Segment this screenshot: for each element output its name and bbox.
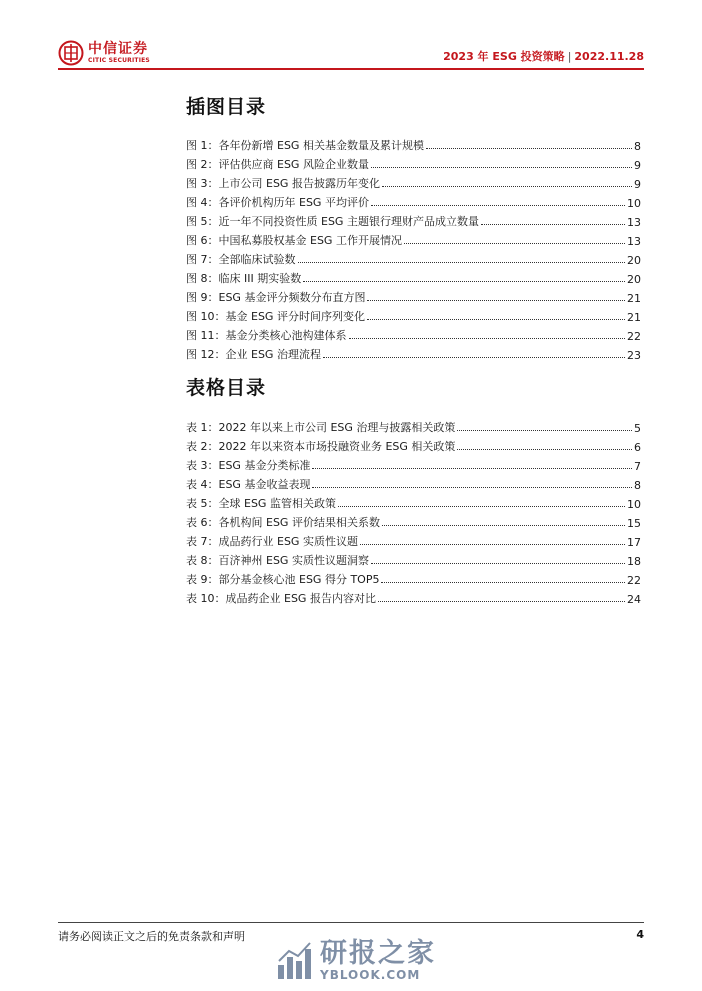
figure-toc-entry[interactable] <box>186 248 641 267</box>
table-toc-entry-label: 表 10：成品药企业 ESG 报告内容对比 <box>186 592 376 605</box>
table-toc-entry-label: 表 9：部分基金核心池 ESG 得分 TOP5 <box>186 573 380 586</box>
figures-toc <box>186 134 641 362</box>
logo-chinese-name: 中信证券 <box>88 41 148 57</box>
figure-toc-entry-page: 9 <box>634 178 641 191</box>
figure-toc-entry-label: 图 10：基金 ESG 评分时间序列变化 <box>186 310 365 323</box>
figure-toc-entry-page: 23 <box>627 349 641 362</box>
dot-leader <box>457 429 632 431</box>
figure-toc-entry[interactable] <box>186 324 641 343</box>
header-separator: | <box>567 50 572 63</box>
dot-leader <box>349 337 626 339</box>
bar-chart-icon <box>276 941 314 981</box>
table-toc-entry-page: 10 <box>627 498 641 511</box>
figure-toc-entry-page: 13 <box>627 216 641 229</box>
report-title: 2023 年 ESG 投资策略 <box>443 50 565 63</box>
dot-leader <box>457 448 632 450</box>
dot-leader <box>303 280 625 282</box>
figure-toc-entry[interactable] <box>186 191 641 210</box>
table-toc-entry-label: 表 2：2022 年以来资本市场投融资业务 ESG 相关政策 <box>186 440 456 453</box>
dot-leader <box>312 467 632 469</box>
tables-section-title: 表格目录 <box>186 377 267 399</box>
table-toc-entry[interactable] <box>186 511 641 530</box>
report-header <box>443 48 644 64</box>
page-number: 4 <box>636 928 644 941</box>
table-toc-entry-label: 表 6：各机构间 ESG 评价结果相关系数 <box>186 516 380 529</box>
dot-leader <box>312 486 632 488</box>
figure-toc-entry-page: 20 <box>627 254 641 267</box>
figure-toc-entry-page: 21 <box>627 292 641 305</box>
logo-english-name: CITIC SECURITIES <box>88 57 150 64</box>
table-toc-entry-label: 表 3：ESG 基金分类标准 <box>186 459 311 472</box>
table-toc-entry-label: 表 5：全球 ESG 监管相关政策 <box>186 497 336 510</box>
dot-leader <box>367 318 625 320</box>
dot-leader <box>381 581 625 583</box>
figure-toc-entry[interactable] <box>186 210 641 229</box>
footer-disclaimer: 请务必阅读正文之后的免责条款和声明 <box>58 930 245 943</box>
table-toc-entry-page: 22 <box>627 574 641 587</box>
figure-toc-entry-label: 图 5：近一年不同投资性质 ESG 主题银行理财产品成立数量 <box>186 215 479 228</box>
figure-toc-entry[interactable] <box>186 267 641 286</box>
watermark <box>276 940 436 981</box>
table-toc-entry[interactable] <box>186 568 641 587</box>
dot-leader <box>404 242 625 244</box>
figure-toc-entry-label: 图 4：各评价机构历年 ESG 平均评价 <box>186 196 369 209</box>
table-toc-entry[interactable] <box>186 416 641 435</box>
figure-toc-entry-label: 图 11：基金分类核心池构建体系 <box>186 329 347 342</box>
table-toc-entry-page: 5 <box>634 422 641 435</box>
figure-toc-entry-page: 21 <box>627 311 641 324</box>
table-toc-entry-label: 表 4：ESG 基金收益表现 <box>186 478 311 491</box>
header-divider <box>58 68 644 70</box>
figure-toc-entry[interactable] <box>186 229 641 248</box>
dot-leader <box>481 223 625 225</box>
figure-toc-entry-page: 22 <box>627 330 641 343</box>
table-toc-entry[interactable] <box>186 473 641 492</box>
dot-leader <box>367 299 625 301</box>
table-toc-entry-label: 表 7：成品药行业 ESG 实质性议题 <box>186 535 358 548</box>
figure-toc-entry-label: 图 6：中国私募股权基金 ESG 工作开展情况 <box>186 234 402 247</box>
dot-leader <box>378 600 625 602</box>
figure-toc-entry-page: 20 <box>627 273 641 286</box>
table-toc-entry[interactable] <box>186 530 641 549</box>
table-toc-entry-label: 表 1：2022 年以来上市公司 ESG 治理与披露相关政策 <box>186 421 456 434</box>
table-toc-entry-page: 7 <box>634 460 641 473</box>
figure-toc-entry-label: 图 7：全部临床试验数 <box>186 253 296 266</box>
figure-toc-entry-label: 图 2：评估供应商 ESG 风险企业数量 <box>186 158 369 171</box>
figure-toc-entry-label: 图 8：临床 III 期实验数 <box>186 272 302 285</box>
table-toc-entry-label: 表 8：百济神州 ESG 实质性议题洞察 <box>186 554 369 567</box>
table-toc-entry[interactable] <box>186 454 641 473</box>
citic-logo-icon <box>58 40 84 66</box>
table-toc-entry[interactable] <box>186 435 641 454</box>
figure-toc-entry[interactable] <box>186 172 641 191</box>
figure-toc-entry[interactable] <box>186 343 641 362</box>
tables-toc <box>186 416 641 606</box>
dot-leader <box>426 147 632 149</box>
dot-leader <box>382 185 632 187</box>
dot-leader <box>371 166 632 168</box>
table-toc-entry-page: 6 <box>634 441 641 454</box>
dot-leader <box>371 204 625 206</box>
figure-toc-entry[interactable] <box>186 305 641 324</box>
dot-leader <box>382 524 625 526</box>
watermark-english: YBLOOK.COM <box>320 968 421 982</box>
dot-leader <box>298 261 626 263</box>
dot-leader <box>323 356 625 358</box>
table-toc-entry[interactable] <box>186 549 641 568</box>
dot-leader <box>360 543 625 545</box>
dot-leader <box>371 562 625 564</box>
company-logo <box>58 38 150 68</box>
table-toc-entry-page: 8 <box>634 479 641 492</box>
figure-toc-entry-page: 9 <box>634 159 641 172</box>
figure-toc-entry-label: 图 1：各年份新增 ESG 相关基金数量及累计规模 <box>186 139 424 152</box>
table-toc-entry-page: 18 <box>627 555 641 568</box>
figure-toc-entry[interactable] <box>186 286 641 305</box>
table-toc-entry[interactable] <box>186 587 641 606</box>
figure-toc-entry[interactable] <box>186 153 641 172</box>
report-date: 2022.11.28 <box>574 50 644 63</box>
table-toc-entry-page: 15 <box>627 517 641 530</box>
table-toc-entry-page: 17 <box>627 536 641 549</box>
dot-leader <box>338 505 625 507</box>
table-toc-entry[interactable] <box>186 492 641 511</box>
figure-toc-entry-label: 图 3：上市公司 ESG 报告披露历年变化 <box>186 177 380 190</box>
footer-divider <box>58 922 644 923</box>
figures-section-title: 插图目录 <box>186 96 267 118</box>
figure-toc-entry-label: 图 9：ESG 基金评分频数分布直方图 <box>186 291 366 304</box>
figure-toc-entry[interactable] <box>186 134 641 153</box>
figure-toc-entry-page: 8 <box>634 140 641 153</box>
figure-toc-entry-page: 13 <box>627 235 641 248</box>
table-toc-entry-page: 24 <box>627 593 641 606</box>
watermark-chinese: 研报之家 <box>320 938 436 969</box>
figure-toc-entry-label: 图 12：企业 ESG 治理流程 <box>186 348 321 361</box>
figure-toc-entry-page: 10 <box>627 197 641 210</box>
